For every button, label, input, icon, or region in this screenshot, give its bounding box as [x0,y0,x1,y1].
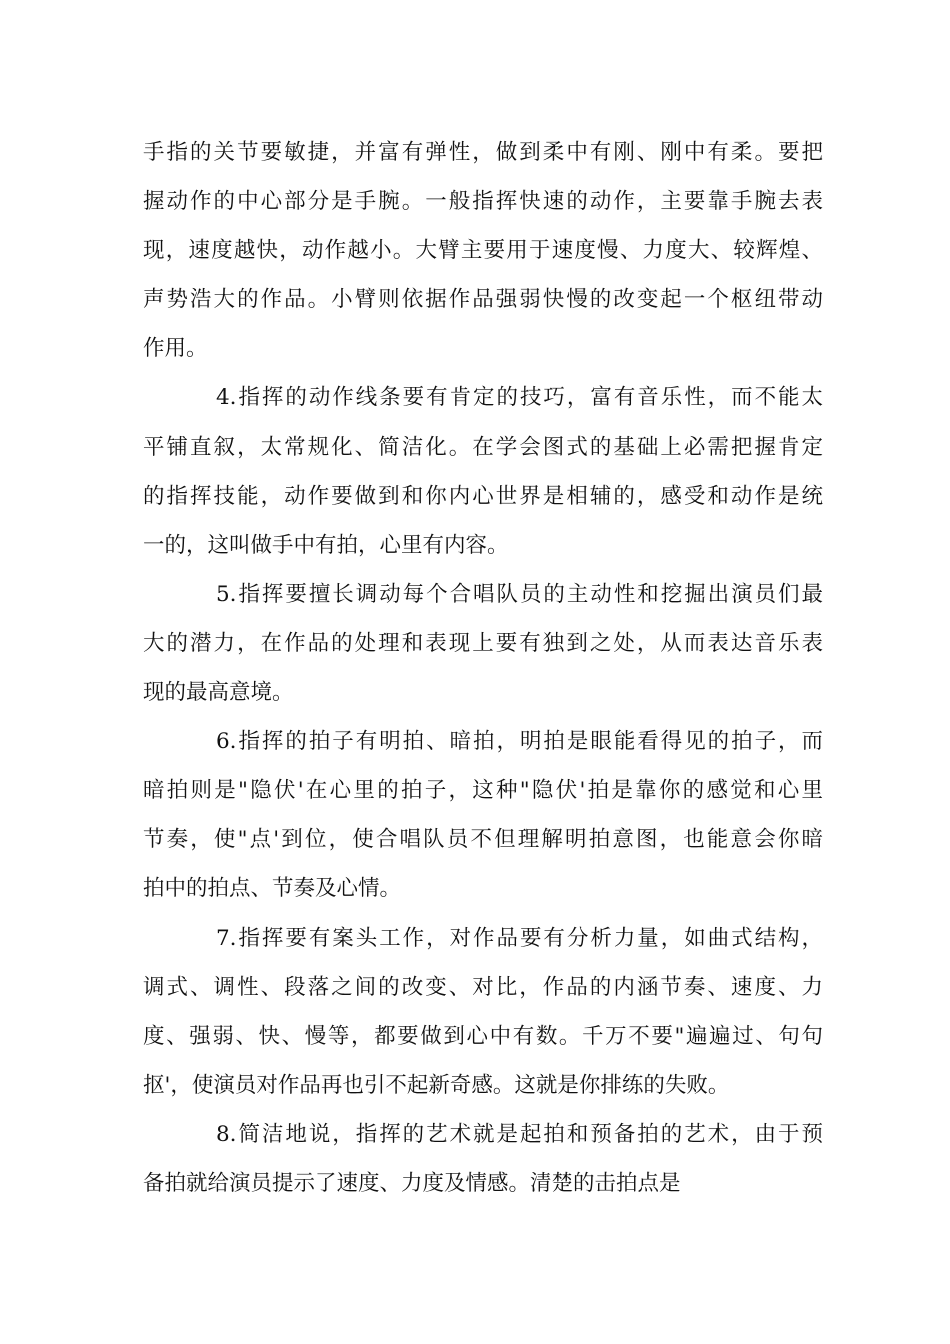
text-line: 暗拍则是"隐伏'在心里的拍子，这种"隐伏'拍是靠你的感觉和心里 [143,778,823,804]
text-line: 现，速度越快，动作越小。大臂主要用于速度慢、力度大、较辉煌、 [143,238,823,264]
text-line: 节奏，使"点'到位，使合唱队员不但理解明拍意图，也能意会你暗 [143,827,823,853]
text-line: 抠'，使演员对作品再也引不起新奇感。这就是你排练的失败。 [143,1072,730,1098]
text-line: 4.指挥的动作线条要有肯定的技巧，富有音乐性，而不能太 [216,385,823,411]
paragraph [143,133,823,378]
text-line: 手指的关节要敏捷，并富有弹性，做到柔中有刚、刚中有柔。要把 [143,140,823,165]
text-line: 拍中的拍点、节奏及心情。 [143,876,402,902]
text-line: 大的潜力，在作品的处理和表现上要有独到之处，从而表达音乐表 [143,630,823,656]
text-line: 的指挥技能，动作要做到和你内心世界是相辅的，感受和动作是统 [143,483,823,509]
paragraph-item-7 [143,919,823,1115]
paragraph-item-8 [143,1115,823,1213]
text-line: 8.简洁地说，指挥的艺术就是起拍和预备拍的艺术，由于预 [216,1121,823,1147]
text-line: 5.指挥要擅长调动每个合唱队员的主动性和挖掘出演员们最 [216,581,823,607]
text-line: 一的，这叫做手中有拍，心里有内容。 [143,532,509,558]
body-text [143,133,823,1213]
paragraph-item-4 [143,378,823,574]
text-line: 调式、调性、段落之间的改变、对比，作品的内涵节奏、速度、力 [143,974,823,1000]
text-line: 作用。 [143,336,208,362]
paragraph-item-5 [143,575,823,722]
paragraph-item-6 [143,722,823,918]
text-line: 6.指挥的拍子有明拍、暗拍，明拍是眼能看得见的拍子，而 [216,729,823,755]
text-line: 备拍就给演员提示了速度、力度及情感。清楚的击拍点是 [143,1170,681,1196]
text-line: 现的最高意境。 [143,680,294,706]
text-line: 握动作的中心部分是手腕。一般指挥快速的动作，主要靠手腕去表 [143,189,823,215]
text-line: 声势浩大的作品。小臂则依据作品强弱快慢的改变起一个枢纽带动 [143,287,823,313]
text-line: 7.指挥要有案头工作，对作品要有分析力量，如曲式结构， [216,925,823,951]
text-line: 平铺直叙，太常规化、简洁化。在学会图式的基础上必需把握肯定 [143,434,823,460]
text-line: 度、强弱、快、慢等，都要做到心中有数。千万不要"遍遍过、句句 [143,1023,823,1049]
